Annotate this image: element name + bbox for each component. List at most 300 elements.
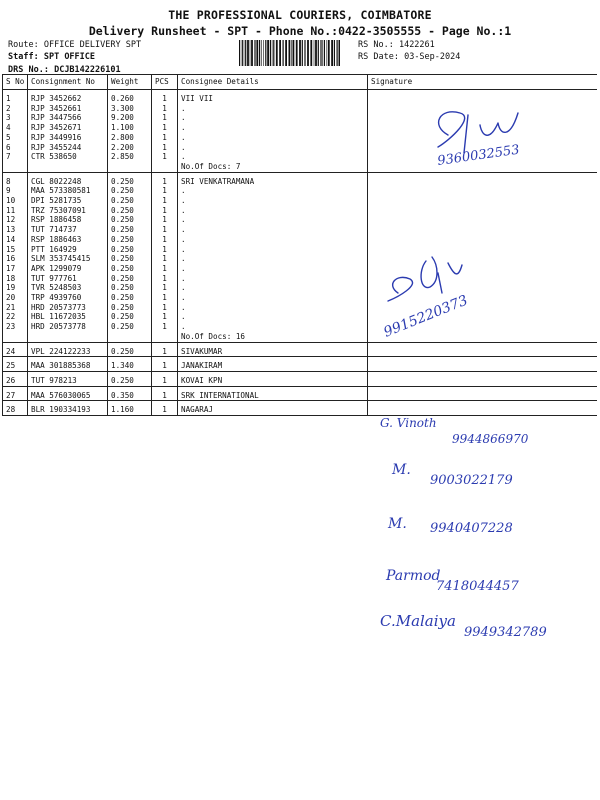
cell-signature [368, 274, 597, 284]
cell-signature [368, 196, 597, 206]
cell-consignment [28, 332, 108, 342]
cell-consignee: . [178, 283, 368, 293]
cell-consignment: TUT 714737 [28, 225, 108, 235]
cell-consignee: . [178, 186, 368, 196]
cell-signature [368, 332, 597, 342]
cell-sno: 26 [3, 371, 28, 385]
cell-signature [368, 264, 597, 274]
signature-6-image [384, 560, 584, 596]
cell-weight: 0.250 [108, 312, 152, 322]
cell-weight: 0.250 [108, 342, 152, 356]
cell-weight: 3.300 [108, 104, 152, 114]
barcode-bar [267, 40, 269, 66]
barcode-bar [328, 40, 330, 66]
barcode-bar [310, 40, 312, 66]
cell-consignment: CTR 538650 [28, 152, 108, 162]
cell-consignment: PTT 164929 [28, 245, 108, 255]
cell-weight: 9.200 [108, 113, 152, 123]
table-row [3, 415, 597, 416]
cell-sno: 5 [3, 133, 28, 143]
table-row [3, 332, 597, 342]
cell-consignment: TUT 977761 [28, 274, 108, 284]
cell-consignee: . [178, 254, 368, 264]
barcode-image [238, 40, 340, 66]
cell-consignment: MAA 573380581 [28, 186, 108, 196]
staff-line [8, 52, 95, 62]
cell-weight: 0.250 [108, 264, 152, 274]
cell-consignee: . [178, 123, 368, 133]
cell-signature [368, 143, 597, 153]
cell-sno: 3 [3, 113, 28, 123]
cell-consignee: . [178, 206, 368, 216]
cell-sno: 27 [3, 386, 28, 400]
cell-sno [3, 162, 28, 172]
signature-1-number: 9360032553 [436, 142, 521, 169]
cell-sno: 7 [3, 152, 28, 162]
cell-consignee: . [178, 225, 368, 235]
cell-consignment: RJP 3452661 [28, 104, 108, 114]
cell-signature [368, 113, 597, 123]
barcode-bar [285, 40, 287, 66]
cell-weight [108, 415, 152, 416]
cell-pcs: 1 [152, 172, 178, 186]
cell-signature [368, 172, 597, 186]
barcode-bar [289, 40, 291, 66]
cell-pcs: 1 [152, 104, 178, 114]
signature-4-number: 9003022179 [430, 473, 513, 488]
cell-weight: 0.250 [108, 196, 152, 206]
table-row [3, 215, 597, 225]
cell-weight: 2.800 [108, 133, 152, 143]
cell-consignment: BLR 190334193 [28, 401, 108, 415]
barcode-bar [254, 40, 255, 66]
cell-sno [3, 332, 28, 342]
cell-weight: 0.250 [108, 254, 152, 264]
cell-pcs: 1 [152, 371, 178, 385]
table-row [3, 133, 597, 143]
barcode-bar [327, 40, 328, 66]
cell-weight: 1.340 [108, 357, 152, 371]
cell-consignee: No.Of Docs: 7 [178, 162, 368, 172]
cell-signature [368, 342, 597, 356]
cell-consignment: RJP 3455244 [28, 143, 108, 153]
col-signature-header: Signature [368, 75, 597, 90]
cell-consignee: . [178, 235, 368, 245]
barcode-bar [256, 40, 258, 66]
barcode-bar [324, 40, 325, 66]
cell-signature [368, 206, 597, 216]
table-row [3, 186, 597, 196]
cell-weight: 0.250 [108, 172, 152, 186]
cell-pcs: 1 [152, 322, 178, 332]
cell-signature [368, 371, 597, 385]
cell-consignment [28, 415, 108, 416]
barcode-bar [244, 40, 245, 66]
cell-signature [368, 90, 597, 104]
cell-pcs: 1 [152, 235, 178, 245]
cell-consignee: No.Of Docs: 16 [178, 332, 368, 342]
barcode-bar [293, 40, 295, 66]
cell-consignment: TRZ 75307091 [28, 206, 108, 216]
cell-signature [368, 386, 597, 400]
table-row [3, 245, 597, 255]
cell-signature [368, 293, 597, 303]
runsheet-table [2, 74, 597, 416]
cell-weight: 0.350 [108, 386, 152, 400]
cell-pcs: 1 [152, 293, 178, 303]
barcode-bar [334, 40, 335, 66]
cell-sno: 4 [3, 123, 28, 133]
cell-signature [368, 186, 597, 196]
signature-7-number: 9949342789 [464, 625, 547, 640]
table-row [3, 401, 597, 415]
cell-pcs: 1 [152, 401, 178, 415]
barcode-bar [302, 40, 303, 66]
cell-sno: 8 [3, 172, 28, 186]
table-row [3, 104, 597, 114]
cell-weight: 0.250 [108, 206, 152, 216]
barcode-bar [331, 40, 333, 66]
cell-consignee: KOVAI KPN [178, 371, 368, 385]
cell-pcs: 1 [152, 186, 178, 196]
cell-weight: 0.250 [108, 215, 152, 225]
cell-sno: 22 [3, 312, 28, 322]
cell-consignment: HRD 20573778 [28, 322, 108, 332]
cell-consignee: . [178, 143, 368, 153]
table-row [3, 312, 597, 322]
cell-pcs: 1 [152, 206, 178, 216]
cell-consignment: HBL 11672035 [28, 312, 108, 322]
cell-consignee: . [178, 196, 368, 206]
cell-sno: 20 [3, 293, 28, 303]
cell-consignee: . [178, 274, 368, 284]
cell-weight: 0.250 [108, 303, 152, 313]
signature-6-number: 7418044457 [436, 579, 519, 594]
cell-signature [368, 215, 597, 225]
cell-signature [368, 322, 597, 332]
barcode-bar [270, 40, 271, 66]
table-row [3, 322, 597, 332]
cell-pcs: 1 [152, 90, 178, 104]
col-consignment-header: Consignment No [28, 75, 108, 90]
barcode-bar [259, 40, 260, 66]
cell-pcs [152, 332, 178, 342]
cell-sno: 6 [3, 143, 28, 153]
cell-sno [3, 415, 28, 416]
cell-sno: 2 [3, 104, 28, 114]
cell-consignment: MAA 576030065 [28, 386, 108, 400]
cell-pcs [152, 415, 178, 416]
table-row [3, 274, 597, 284]
cell-pcs: 1 [152, 303, 178, 313]
rs-date-line [358, 52, 460, 62]
cell-signature [368, 303, 597, 313]
staff-value: SPT OFFICE [43, 52, 96, 62]
cell-consignment: TUT 978213 [28, 371, 108, 385]
cell-consignee: . [178, 264, 368, 274]
cell-consignee: . [178, 113, 368, 123]
signature-7-image [378, 604, 588, 644]
cell-weight: 0.250 [108, 371, 152, 385]
cell-consignee: . [178, 133, 368, 143]
barcode-bar [322, 40, 323, 66]
table-row [3, 172, 597, 186]
cell-sno: 16 [3, 254, 28, 264]
cell-pcs: 1 [152, 215, 178, 225]
table-row [3, 371, 597, 385]
cell-signature [368, 254, 597, 264]
barcode-bar [247, 40, 249, 66]
cell-pcs: 1 [152, 264, 178, 274]
cell-sno: 28 [3, 401, 28, 415]
barcode-bar [273, 40, 274, 66]
barcode-bar [283, 40, 284, 66]
cell-consignment: RSP 1886463 [28, 235, 108, 245]
rs-date-value: 03-Sep-2024 [404, 52, 461, 62]
cell-pcs: 1 [152, 386, 178, 400]
cell-weight: 0.250 [108, 293, 152, 303]
cell-weight: 1.160 [108, 401, 152, 415]
barcode-bar [291, 40, 292, 66]
cell-consignment: RJP 3447566 [28, 113, 108, 123]
table-row [3, 143, 597, 153]
barcode-bar [315, 40, 317, 66]
cell-signature [368, 283, 597, 293]
table-row [3, 342, 597, 356]
company-title: THE PROFESSIONAL COURIERS, COIMBATORE [168, 8, 432, 22]
table-row [3, 357, 597, 371]
cell-weight: 0.250 [108, 245, 152, 255]
cell-consignment: APK 1299079 [28, 264, 108, 274]
cell-pcs: 1 [152, 133, 178, 143]
cell-sno: 21 [3, 303, 28, 313]
table-row [3, 90, 597, 104]
cell-consignment: RSP 1886458 [28, 215, 108, 225]
cell-sno: 10 [3, 196, 28, 206]
table-row [3, 123, 597, 133]
signature-3-name: G. Vinoth [380, 416, 437, 430]
cell-signature [368, 401, 597, 415]
cell-consignment: SLM 353745415 [28, 254, 108, 264]
col-consignee-header: Consignee Details [178, 75, 368, 90]
table-row [3, 386, 597, 400]
barcode-bar [261, 40, 262, 66]
cell-consignment: RJP 3452671 [28, 123, 108, 133]
barcode-bar [272, 40, 273, 66]
barcode-bar [279, 40, 281, 66]
cell-signature [368, 415, 597, 416]
cell-pcs: 1 [152, 225, 178, 235]
staff-label: Staff: [8, 52, 39, 62]
cell-sno: 19 [3, 283, 28, 293]
barcode-bar [304, 40, 305, 66]
table-row [3, 283, 597, 293]
barcode-bar [337, 40, 338, 66]
table-row [3, 293, 597, 303]
rs-no-label: RS No.: [358, 40, 394, 50]
signature-4-image [390, 454, 590, 490]
cell-weight: 0.250 [108, 225, 152, 235]
cell-sno: 18 [3, 274, 28, 284]
table-row [3, 206, 597, 216]
cell-consignee: NAGARAJ [178, 401, 368, 415]
barcode-bar [318, 40, 319, 66]
barcode-bar [307, 40, 309, 66]
rs-no-value: 1422261 [398, 40, 435, 50]
barcode-bar [314, 40, 315, 66]
table-row [3, 152, 597, 162]
cell-sno: 1 [3, 90, 28, 104]
cell-signature [368, 225, 597, 235]
barcode-bar [320, 40, 321, 66]
cell-pcs: 1 [152, 245, 178, 255]
cell-pcs: 1 [152, 254, 178, 264]
table-row [3, 196, 597, 206]
barcode-bar [250, 40, 251, 66]
cell-signature [368, 123, 597, 133]
cell-sno: 11 [3, 206, 28, 216]
cell-consignment: HRD 20573773 [28, 303, 108, 313]
barcode-bar [263, 40, 264, 66]
cell-pcs: 1 [152, 283, 178, 293]
cell-pcs: 1 [152, 357, 178, 371]
cell-sno: 12 [3, 215, 28, 225]
rs-date-label: RS Date: [358, 52, 399, 62]
signature-5-name: M. [388, 516, 407, 532]
signature-6-name: Parmod [386, 568, 441, 584]
signature-3-number: 9944866970 [452, 432, 529, 446]
cell-consignee: SIVAKUMAR [178, 342, 368, 356]
col-pcs-header: PCS [152, 75, 178, 90]
cell-signature [368, 133, 597, 143]
cell-consignment: TRP 4939760 [28, 293, 108, 303]
cell-consignee: . [178, 104, 368, 114]
drs-label: DRS No.: [8, 65, 49, 75]
cell-pcs: 1 [152, 143, 178, 153]
barcode-bar [299, 40, 301, 66]
table-row [3, 113, 597, 123]
table-row [3, 303, 597, 313]
cell-consignment: DPI 5281735 [28, 196, 108, 206]
cell-sno: 13 [3, 225, 28, 235]
barcode-bar [239, 40, 240, 66]
cell-signature [368, 357, 597, 371]
runsheet-subtitle: Delivery Runsheet - SPT - Phone No.:0422-3505555 - Page No.:1 [88, 24, 512, 38]
cell-consignment: CGL 8022248 [28, 172, 108, 186]
cell-consignee: . [178, 312, 368, 322]
cell-signature [368, 235, 597, 245]
cell-signature [368, 312, 597, 322]
cell-weight: 2.850 [108, 152, 152, 162]
cell-consignment [28, 162, 108, 172]
rs-no-line [358, 40, 435, 50]
col-weight-header: Weight [108, 75, 152, 90]
cell-pcs: 1 [152, 342, 178, 356]
cell-weight: 1.100 [108, 123, 152, 133]
barcode-bar [296, 40, 298, 66]
signature-7-name: C.Malaiya [380, 612, 456, 630]
cell-weight: 0.250 [108, 274, 152, 284]
cell-consignee: SRK INTERNATIONAL [178, 386, 368, 400]
cell-consignee: SRI VENKATRAMANA [178, 172, 368, 186]
cell-weight [108, 332, 152, 342]
cell-weight: 0.260 [108, 90, 152, 104]
route-value: OFFICE DELIVERY SPT [43, 40, 142, 50]
cell-signature [368, 152, 597, 162]
signature-2-number: 9915220373 [381, 292, 471, 341]
cell-consignee: . [178, 322, 368, 332]
cell-signature [368, 104, 597, 114]
cell-sno: 23 [3, 322, 28, 332]
cell-signature [368, 162, 597, 172]
cell-consignment: RJP 3452662 [28, 90, 108, 104]
cell-consignment: TVR 5248503 [28, 283, 108, 293]
cell-weight: 0.250 [108, 235, 152, 245]
cell-consignee: . [178, 303, 368, 313]
cell-weight: 0.250 [108, 322, 152, 332]
signature-5-image [386, 508, 586, 544]
table-header-row [3, 75, 597, 90]
route-line [8, 40, 141, 50]
cell-consignment: MAA 301885368 [28, 357, 108, 371]
cell-weight: 2.200 [108, 143, 152, 153]
cell-weight [108, 162, 152, 172]
route-label: Route: [8, 40, 39, 50]
cell-pcs [152, 162, 178, 172]
table-row [3, 254, 597, 264]
barcode-bar [339, 40, 341, 66]
barcode-bar [251, 40, 253, 66]
cell-consignment: VPL 224122233 [28, 342, 108, 356]
cell-consignee: . [178, 245, 368, 255]
barcode-bar [242, 40, 243, 66]
cell-pcs: 1 [152, 274, 178, 284]
signature-4-name: M. [392, 462, 411, 478]
cell-consignee: VII VII [178, 90, 368, 104]
cell-sno: 9 [3, 186, 28, 196]
drs-value: DCJB142226101 [54, 65, 121, 75]
cell-signature [368, 245, 597, 255]
table-row [3, 225, 597, 235]
cell-sno: 24 [3, 342, 28, 356]
signature-5-number: 9940407228 [430, 521, 513, 536]
cell-consignee: JANAKIRAM [178, 357, 368, 371]
cell-sno: 15 [3, 245, 28, 255]
cell-weight: 0.250 [108, 283, 152, 293]
cell-pcs: 1 [152, 196, 178, 206]
barcode-bar [245, 40, 246, 66]
col-sno-header: S No [3, 75, 28, 90]
cell-consignee: . [178, 293, 368, 303]
cell-sno: 25 [3, 357, 28, 371]
barcode-bar [265, 40, 266, 66]
cell-consignee: . [178, 152, 368, 162]
cell-weight: 0.250 [108, 186, 152, 196]
cell-consignee [178, 415, 368, 416]
table-row [3, 235, 597, 245]
barcode-bar [276, 40, 278, 66]
table-row [3, 264, 597, 274]
cell-pcs: 1 [152, 123, 178, 133]
cell-pcs: 1 [152, 113, 178, 123]
cell-consignment: RJP 3449916 [28, 133, 108, 143]
cell-pcs: 1 [152, 312, 178, 322]
cell-pcs: 1 [152, 152, 178, 162]
cell-consignee: . [178, 215, 368, 225]
table-row [3, 162, 597, 172]
cell-sno: 17 [3, 264, 28, 274]
cell-sno: 14 [3, 235, 28, 245]
